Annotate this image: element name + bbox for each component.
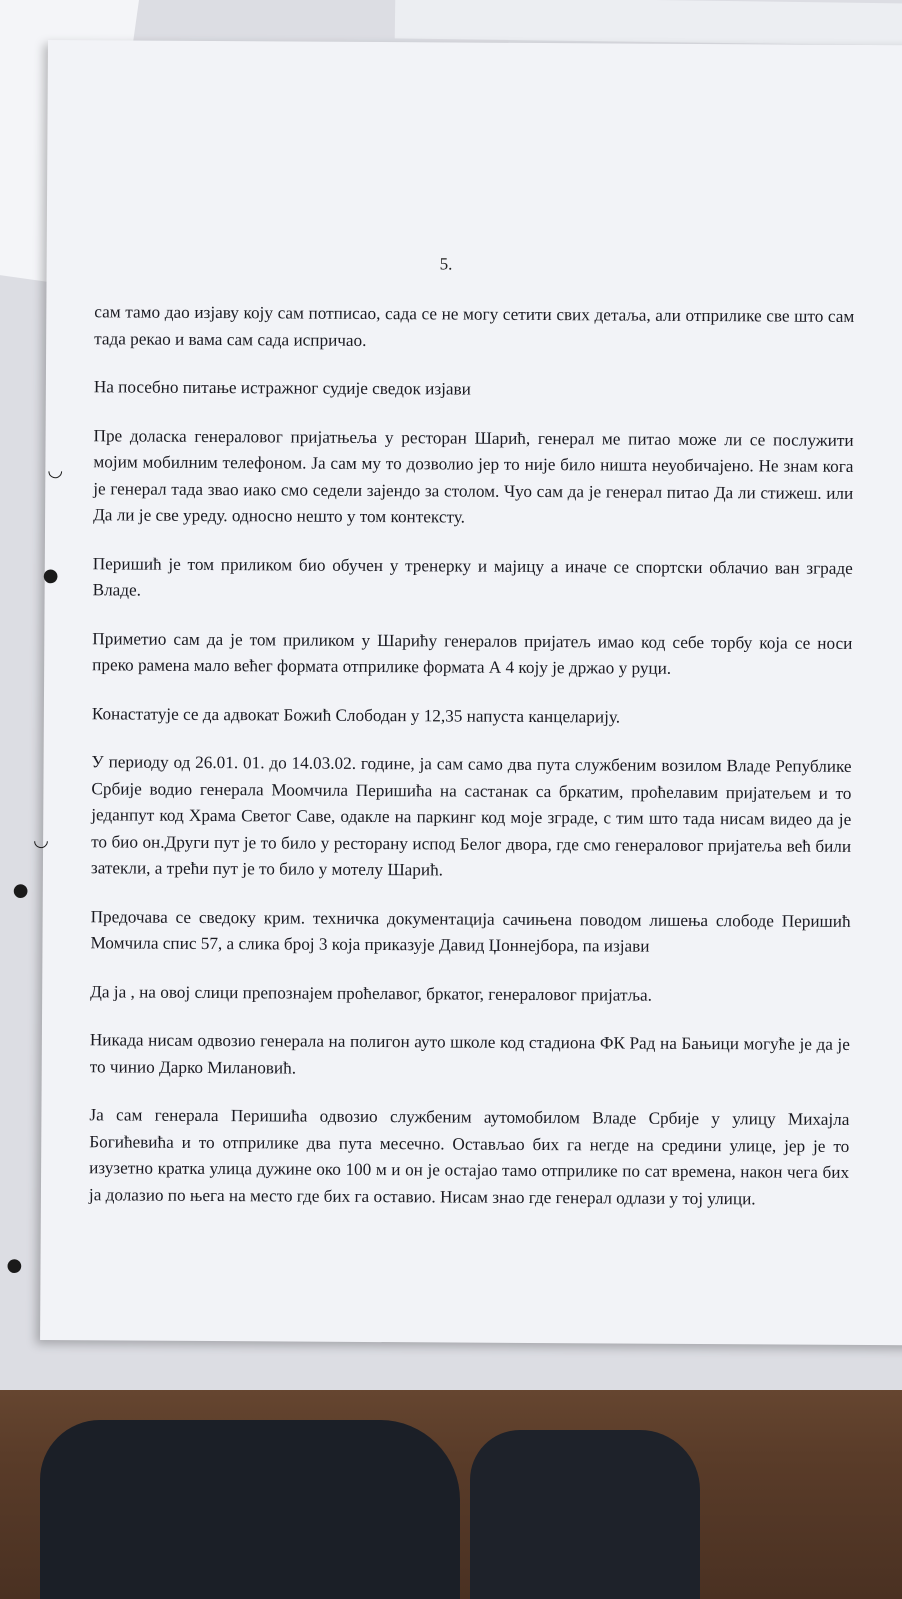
paragraph: На посебно питање истражног судије сведок изјави — [93, 377, 471, 399]
paragraph: Да ја , на овој слици препознајем проћелавог, бркатог, генераловог пријатља. — [90, 981, 653, 1005]
paragraph: Пре доласка генераловог пријатњеља у ресторан Шарић, генерал ме питао може ли се послужити мојим мобилним телефоном. Ја сам му то дозволио јер то није било ништа неуобичајено. Не знам кога је генерал тада звао иако смо седели зајендо за столом. Чуо сам да је генерал питао Да ли стижеш. или Да ли је све уреду. односно нешто у том контексту. — [93, 425, 854, 527]
paragraph: Конастатује се да адвокат Божић Слободан у 12,35 напуста канцеларију. — [91, 703, 621, 727]
dark-clothing-left — [40, 1420, 460, 1599]
paragraph: У периоду од 26.01. 01. до 14.03.02. године, ја сам само два пута службеним возилом Владе Републике Србије водио генерала Моомчила Перишића на састанак са бркатим, проћелавим пријатељем и то једанпут код Храма Светог Саве, одакле на паркинг код моје зграде, с тим што тада нисам видео да је то био он.Други пут је то било у ресторану испод Белог двора, где смо генераловог пријатеља већ били затекли, а трећи пут је то било у мотелу Шарић. — [90, 752, 852, 880]
paragraph: Предочава се сведоку крим. техничка документација сачињена поводом лишења слободе Перишић Момчила спис 57, а слика број 3 која приказује Давид Џоннејбора, па изјави — [90, 906, 851, 956]
binder-hole-mark: ● — [42, 564, 59, 587]
top-underlying-sheet — [395, 0, 902, 46]
binder-hole-mark: ◡ — [33, 829, 49, 852]
paragraph: Никада нисам одвозио генерала на полигон ауто школе код стадиона ФК Рад на Бањици могуће је да је то чинио Дарко Милановић. — [89, 1030, 850, 1078]
binder-hole-mark: ◡ — [47, 460, 64, 482]
page-number: 5. — [439, 254, 453, 274]
document-body — [89, 255, 855, 1235]
paragraph: Ја сам генерала Перишића одвозио службеним аутомобилом Владе Србије у улицу Михајла Богићевића и то отприлике два пута месечно. Остављао бих га негде на средини улице, јер је то изузетно кратка улица дужине око 100 м и он је остајао тамо отприлике по сат времена, након чега бих ја долазио по њега на место где бих га оставио. Нисам знао где генерал одлази у тој улици. — [88, 1105, 850, 1208]
binder-hole-mark: ● — [12, 879, 29, 901]
dark-clothing-right — [470, 1430, 700, 1599]
document-page — [6, 40, 902, 1345]
paragraph: Приметио сам да је том приликом у Шарићу генералов пријатељ имао код себе торбу која се носи преко рамена мало већег формата отприлике формата А 4 коју је држао у руци. — [92, 628, 853, 678]
paragraph: Перишић је том приликом био обучен у тренерку и мајицу а иначе се спортски облачио ван зграде Владе. — [92, 553, 853, 600]
paragraph: сам тамо дао изјаву коју сам потписао, сада се не могу сетити свих детаља, али отприлике све што сам тада рекао и вама сам сада испричао. — [94, 302, 855, 350]
binder-hole-mark: ● — [6, 1254, 23, 1276]
